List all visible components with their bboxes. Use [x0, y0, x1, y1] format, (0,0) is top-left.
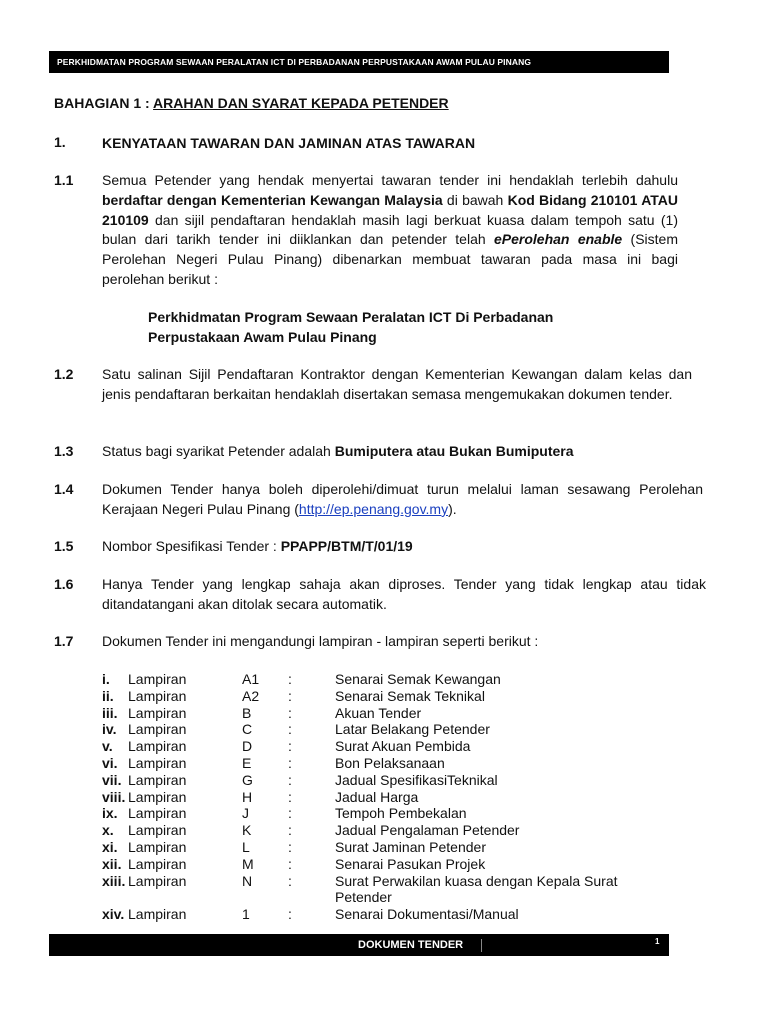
- attachment-desc: Jadual Pengalaman Petender: [335, 822, 520, 839]
- attachment-code: C: [242, 721, 253, 738]
- attachment-code: E: [242, 754, 252, 771]
- header-text: PERKHIDMATAN PROGRAM SEWAAN PERALATAN ICT DI PERBADANAN PERPUSTAKAAN AWAM PULAU PINANG: [57, 57, 532, 67]
- attachment-desc: Bon Pelaksanaan: [335, 754, 445, 771]
- attachment-label: Lampiran: [128, 721, 187, 738]
- clause-1-3-text: [102, 442, 707, 462]
- eperolehan-link[interactable]: http://ep.penang.gov.my: [298, 500, 449, 517]
- attachment-desc: Akuan Tender: [335, 704, 422, 721]
- attachment-colon: :: [288, 822, 292, 839]
- attachment-code: L: [242, 838, 250, 855]
- c11-text-2: di bawah: [442, 191, 508, 208]
- attachment-code: M: [242, 855, 254, 872]
- attachment-label: Lampiran: [128, 822, 187, 839]
- clause-1-2-number: 1.2: [54, 366, 74, 382]
- attachment-desc: Senarai Pasukan Projek: [335, 855, 486, 872]
- attachment-colon: :: [288, 788, 292, 805]
- attachment-roman: xii.: [102, 855, 122, 872]
- attachment-code: A2: [242, 687, 260, 704]
- attachment-label: Lampiran: [128, 754, 187, 771]
- attachment-colon: :: [288, 754, 292, 771]
- c15-text: Nombor Spesifikasi Tender :: [102, 538, 281, 554]
- attachment-desc: Senarai Dokumentasi/Manual: [335, 906, 519, 923]
- attachment-roman: i.: [102, 671, 110, 687]
- clause-1-2-text: Satu salinan Sijil Pendaftaran Kontraktor dengan Kementerian Kewangan dalam kelas dan jenis pendaftaran berkaitan hendaklah disertakan semasa mengemukakan dokumen tender.: [102, 366, 692, 402]
- attachment-code: D: [242, 738, 253, 755]
- attachment-desc: Latar Belakang Petender: [335, 721, 490, 738]
- attachment-label: Lampiran: [128, 855, 187, 872]
- attachment-roman: xiii.: [102, 872, 126, 889]
- attachment-label: Lampiran: [128, 906, 187, 923]
- attachment-colon: :: [288, 805, 292, 822]
- attachment-code: B: [242, 704, 252, 721]
- c11-text-1: Semua Petender yang hendak menyertai tawaran tender ini hendaklah terlebih dahulu: [102, 172, 678, 188]
- clause-1-number: 1.: [54, 134, 66, 150]
- clause-1-4-text: [102, 480, 703, 520]
- attachment-code: H: [242, 788, 253, 805]
- attachment-code: A1: [242, 671, 260, 687]
- attachment-colon: :: [288, 771, 292, 788]
- spec-number: PPAPP/BTM/T/01/19: [280, 538, 413, 554]
- attachment-label: Lampiran: [128, 838, 187, 855]
- attachment-desc: Jadual SpesifikasiTeknikal: [335, 771, 498, 788]
- attachment-colon: :: [288, 704, 292, 721]
- attachment-label: Lampiran: [128, 738, 187, 755]
- footer-text: DOKUMEN TENDER: [358, 939, 464, 951]
- clause-1-7-number: 1.7: [54, 633, 74, 649]
- section-title-text: ARAHAN DAN SYARAT KEPADA PETENDER: [153, 95, 449, 111]
- section-title: [54, 95, 449, 111]
- attachment-desc: Surat Jaminan Petender: [335, 838, 486, 855]
- attachment-label: Lampiran: [128, 872, 187, 889]
- attachment-roman: viii.: [102, 788, 126, 805]
- c11-text-4: (Sistem Perolehan Negeri Pulau Pinang) dibenarkan membuat tawaran pada masa ini bagi perolehan berikut :: [102, 231, 678, 287]
- page-number: 1: [655, 937, 660, 946]
- attachment-code: G: [242, 771, 253, 788]
- clause-1-5-number: 1.5: [54, 538, 74, 554]
- attachment-colon: :: [288, 872, 292, 889]
- attachment-roman: ii.: [102, 687, 114, 704]
- clause-1-1-number: 1.1: [54, 172, 74, 188]
- attachment-roman: iii.: [102, 704, 118, 721]
- footer-divider: [481, 939, 482, 952]
- attachment-desc: Surat Akuan Pembida: [335, 738, 471, 755]
- c11-text-3: dan sijil pendaftaran hendaklah masih lagi berkuat kuasa dalam tempoh satu (1) bulan dari tarikh tender ini diiklankan dan petender telah: [102, 211, 678, 248]
- attachment-desc: Jadual Harga: [335, 788, 419, 805]
- attachment-label: Lampiran: [128, 687, 187, 704]
- attachment-label: Lampiran: [128, 671, 187, 687]
- attachment-colon: :: [288, 721, 292, 738]
- clause-1-6-text: Hanya Tender yang lengkap sahaja akan diproses. Tender yang tidak lengkap atau tidak ditandatangani akan ditolak secara automatik.: [102, 576, 706, 612]
- attachment-roman: xiv.: [102, 906, 125, 923]
- attachment-roman: vii.: [102, 771, 122, 788]
- c11-bold-2: Kod Bidang 210101 ATAU 210109: [102, 191, 679, 228]
- clause-1-4-number: 1.4: [54, 481, 74, 497]
- attachment-roman: x.: [102, 822, 114, 839]
- clause-1-3-number: 1.3: [54, 443, 74, 459]
- attachment-label: Lampiran: [128, 805, 187, 822]
- attachment-colon: :: [288, 671, 292, 687]
- attachment-colon: :: [288, 738, 292, 755]
- c11-bold-1: berdaftar dengan Kementerian Kewangan Malaysia: [102, 191, 443, 208]
- attachment-desc: Tempoh Pembekalan: [335, 805, 467, 822]
- attachment-colon: :: [288, 838, 292, 855]
- clause-1-7-text: Dokumen Tender ini mengandungi lampiran - lampiran seperti berikut :: [102, 633, 539, 649]
- c14-end: ).: [448, 500, 457, 517]
- attachment-desc: Senarai Semak Kewangan: [335, 671, 501, 687]
- clause-1-6-number: 1.6: [54, 576, 74, 592]
- attachment-colon: :: [288, 855, 292, 872]
- attachment-colon: :: [288, 687, 292, 704]
- service-title: Perkhidmatan Program Sewaan Peralatan ICT Di Perbadanan Perpustakaan Awam Pulau Pinang: [148, 309, 554, 345]
- attachment-desc: Senarai Semak Teknikal: [335, 687, 485, 704]
- attachment-roman: v.: [102, 738, 113, 755]
- attachment-code: K: [242, 822, 252, 839]
- attachment-code: J: [242, 805, 249, 822]
- attachment-roman: vi.: [102, 754, 118, 771]
- c13-text: Status bagi syarikat Petender adalah: [102, 443, 335, 459]
- c11-bold-italic: ePerolehan enable: [494, 231, 623, 248]
- attachment-roman: ix.: [102, 805, 118, 822]
- page-header: [49, 51, 669, 73]
- attachment-roman: iv.: [102, 721, 117, 738]
- clause-1-1-text: [102, 171, 678, 290]
- attachment-label: Lampiran: [128, 771, 187, 788]
- attachment-roman: xi.: [102, 838, 118, 855]
- clause-1-title: KENYATAAN TAWARAN DAN JAMINAN ATAS TAWARAN: [102, 135, 476, 151]
- attachment-label: Lampiran: [128, 788, 187, 805]
- c14-text: Dokumen Tender hanya boleh diperolehi/dimuat turun melalui laman sesawang Perolehan Kerajaan Negeri Pulau Pinang (: [102, 481, 703, 517]
- page-footer: [49, 934, 669, 956]
- bumiputera-status: Bumiputera atau Bukan Bumiputera: [334, 443, 574, 459]
- attachment-colon: :: [288, 906, 292, 923]
- attachment-code: N: [242, 872, 253, 889]
- section-prefix: BAHAGIAN 1 :: [54, 95, 154, 111]
- attachment-label: Lampiran: [128, 704, 187, 721]
- attachment-code: 1: [242, 906, 250, 923]
- clause-1-5-text: [102, 537, 707, 557]
- attachment-desc: Surat Perwakilan kuasa dengan Kepala Surat Petender: [335, 872, 618, 906]
